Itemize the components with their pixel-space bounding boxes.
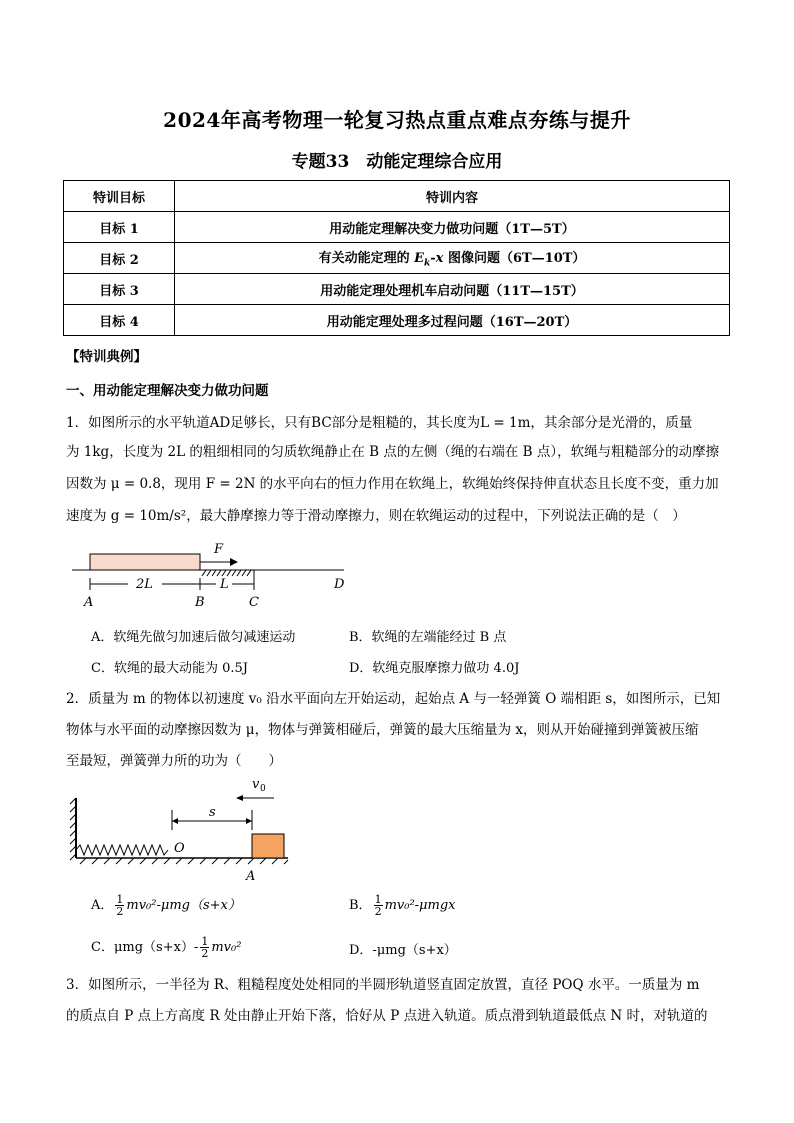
q2-line-3: 至最短，弹簧弹力所的功为（ ） [66, 753, 282, 769]
v0-arrowhead [236, 795, 243, 801]
label-C: C [249, 595, 259, 610]
q1-line-4: 速度为 g = 10m/s²，最大静摩擦力等于滑动摩擦力，则在软绳运动的过程中，下列说法正确的是（ ） [66, 508, 686, 524]
ground-hatching [80, 858, 288, 864]
table-row [64, 212, 730, 243]
q1-line-2: 为 1kg，长度为 2L 的粗细相同的匀质软绳静止在 B 点的左侧（绳的右端在 B 点），软绳与粗糙部分的动摩擦 [66, 444, 720, 460]
s-arrow-left [172, 818, 178, 824]
label-v0: v [252, 777, 260, 792]
topic-title: 专题33 动能定理综合应用 [291, 152, 503, 172]
block [252, 834, 284, 858]
force-arrowhead [230, 558, 238, 566]
label-L: L [220, 577, 229, 592]
q2-line-2: 物体与水平面的动摩擦因数为 μ，物体与弹簧相碰后，弹簧的最大压缩量为 x，则从开始碰撞到弹簧被压缩 [66, 722, 699, 738]
table-header-goal: 特训目标 [64, 181, 175, 212]
goal-label: 目标 2 [64, 243, 175, 274]
q3-line-1: 3．如图所示，一半径为 R、粗糙程度处处相同的半圆形轨道竖直固定放置，直径 POQ 水平。一质量为 m [66, 977, 700, 993]
label-O: O [174, 841, 185, 856]
goal-content: 用动能定理解决变力做功问题（1T—5T） [175, 212, 730, 243]
q1-figure [68, 538, 358, 610]
label-s: s [209, 805, 216, 820]
table-header-content: 特训内容 [175, 181, 730, 212]
q1-option-a[interactable]: A．软绳先做匀加速后做匀减速运动 [91, 630, 296, 645]
spring [76, 845, 168, 855]
q3-line-2: 的质点自 P 点上方高度 R 处由静止开始下落，恰好从 P 点进入轨道。质点滑到轨道最低点 N 时，对轨道的 [66, 1008, 708, 1024]
table-row [64, 243, 730, 274]
label-A: A [84, 595, 94, 610]
q2-line-1: 2．质量为 m 的物体以初速度 v₀ 沿水平面向左开始运动，起始点 A 与一轻弹簧 O 端相距 s，如图所示，已知 [66, 691, 721, 707]
soft-rope [90, 554, 200, 570]
q2-option-d[interactable]: D．-μmg（s+x） [349, 943, 457, 958]
goal-content: 用动能定理处理多过程问题（16T—20T） [175, 305, 730, 336]
label-B: B [195, 595, 205, 610]
q2-option-c[interactable]: C．μmg（s+x）- $\frac{1}{2}$ mv₀² [91, 935, 242, 960]
document-title: 2024年高考物理一轮复习热点重点难点夯练与提升 [163, 108, 631, 132]
section-heading: 一、用动能定理解决变力做功问题 [66, 383, 269, 399]
q1-line-3: 因数为 μ = 0.8，现用 F = 2N 的水平向右的恒力作用在软绳上，软绳始终保持伸直状态且长度不变，重力加 [66, 476, 719, 492]
s-arrow-right [246, 818, 252, 824]
section-label: 【特训典例】 [66, 349, 147, 365]
q2-option-b[interactable]: B． $\frac{1}{2}$ mv₀²-μmgx [349, 893, 456, 918]
label-v0-sub: 0 [260, 784, 266, 794]
q1-option-c[interactable]: C．软绳的最大动能为 0.5J [91, 661, 248, 676]
q1-option-d[interactable]: D．软绳克服摩擦力做功 4.0J [349, 661, 520, 676]
goal-label: 目标 1 [64, 212, 175, 243]
label-F: F [214, 542, 224, 557]
goal-content: 用动能定理处理机车启动问题（11T—15T） [175, 274, 730, 305]
table-row [64, 274, 730, 305]
goal-label: 目标 3 [64, 274, 175, 305]
label-A: A [246, 869, 256, 884]
q1-option-b[interactable]: B．软绳的左端能经过 B 点 [349, 630, 507, 645]
q1-line-1: 1．如图所示的水平轨道AD足够长，只有BC部分是粗糙的，其长度为L = 1m，其余部分是光滑的，质量 [66, 415, 693, 431]
q2-option-a[interactable]: A． $\frac{1}{2}$ mv₀²-μmg（s+x） [91, 893, 241, 918]
goal-label: 目标 4 [64, 305, 175, 336]
table-header-row [64, 181, 730, 212]
table-row [64, 305, 730, 336]
goals-table [63, 180, 730, 336]
rough-hatching [202, 570, 251, 576]
goal-content: 有关动能定理的 $E_k-x$ 图像问题（6T—10T） [175, 243, 730, 274]
label-2L: 2L [136, 577, 153, 592]
label-D: D [334, 577, 345, 592]
q2-figure [66, 770, 296, 884]
